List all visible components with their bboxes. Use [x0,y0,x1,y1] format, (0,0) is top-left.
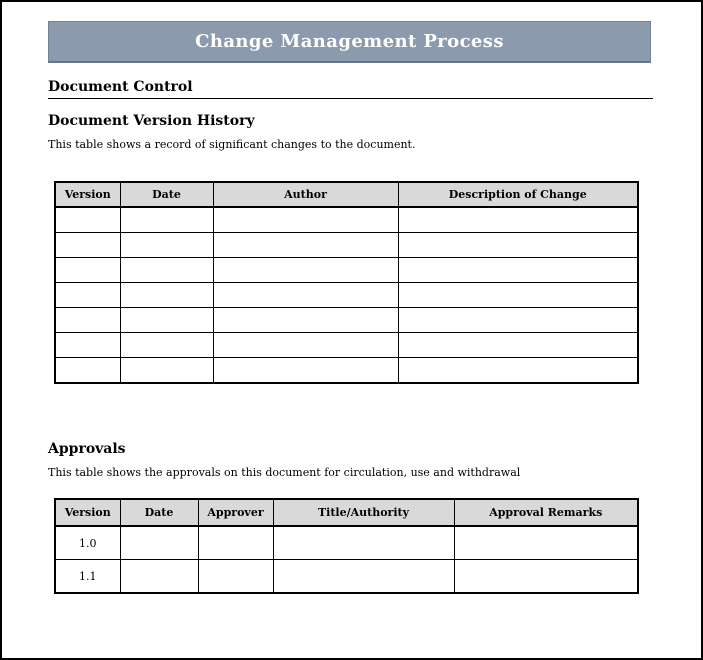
table-header-row [55,182,638,207]
table-cell [213,207,398,233]
table-cell [213,283,398,308]
column-header: Date [120,499,198,526]
table-row [55,358,638,384]
table-cell [398,207,638,233]
column-header: Title/Authority [273,499,454,526]
document-title: Change Management Process [195,31,504,52]
table-cell [213,258,398,283]
table-cell [55,233,120,258]
table-header-row [55,499,638,526]
version-history-description: This table shows a record of significant changes to the document. [48,138,416,151]
version-history-heading: Document Version History [48,113,255,129]
table-row [55,560,638,594]
version-history-table [54,181,639,384]
document-control-heading: Document Control [48,79,653,99]
table-cell [398,308,638,333]
table-cell [398,233,638,258]
title-banner [48,21,651,63]
table-cell [55,258,120,283]
table-cell [213,308,398,333]
table-cell [55,333,120,358]
table-cell [398,258,638,283]
table-cell [213,333,398,358]
table-cell [213,233,398,258]
table-cell [120,308,213,333]
table-cell [213,358,398,384]
table-cell [55,207,120,233]
column-header: Author [213,182,398,207]
table-cell [120,283,213,308]
table-cell [454,526,638,560]
table-cell: 1.0 [55,526,120,560]
table-cell [120,233,213,258]
approvals-heading: Approvals [48,441,126,457]
column-header: Description of Change [398,182,638,207]
table-row [55,308,638,333]
table-cell [454,560,638,594]
table-cell [398,283,638,308]
table-cell [55,283,120,308]
approvals-table [54,498,639,594]
table-row [55,207,638,233]
table-row [55,233,638,258]
approvals-description: This table shows the approvals on this document for circulation, use and withdrawal [48,466,521,479]
table-cell [120,526,198,560]
table-cell [120,358,213,384]
table-cell: 1.1 [55,560,120,594]
table-row [55,258,638,283]
table-cell [273,560,454,594]
column-header: Approval Remarks [454,499,638,526]
table-row [55,333,638,358]
table-cell [120,333,213,358]
table-cell [120,258,213,283]
table-cell [398,333,638,358]
table-cell [55,308,120,333]
table-cell [120,560,198,594]
column-header: Version [55,499,120,526]
table-row [55,283,638,308]
column-header: Version [55,182,120,207]
column-header: Date [120,182,213,207]
table-cell [198,560,273,594]
table-cell [198,526,273,560]
column-header: Approver [198,499,273,526]
table-cell [273,526,454,560]
table-cell [120,207,213,233]
table-cell [398,358,638,384]
table-row [55,526,638,560]
table-cell [55,358,120,384]
